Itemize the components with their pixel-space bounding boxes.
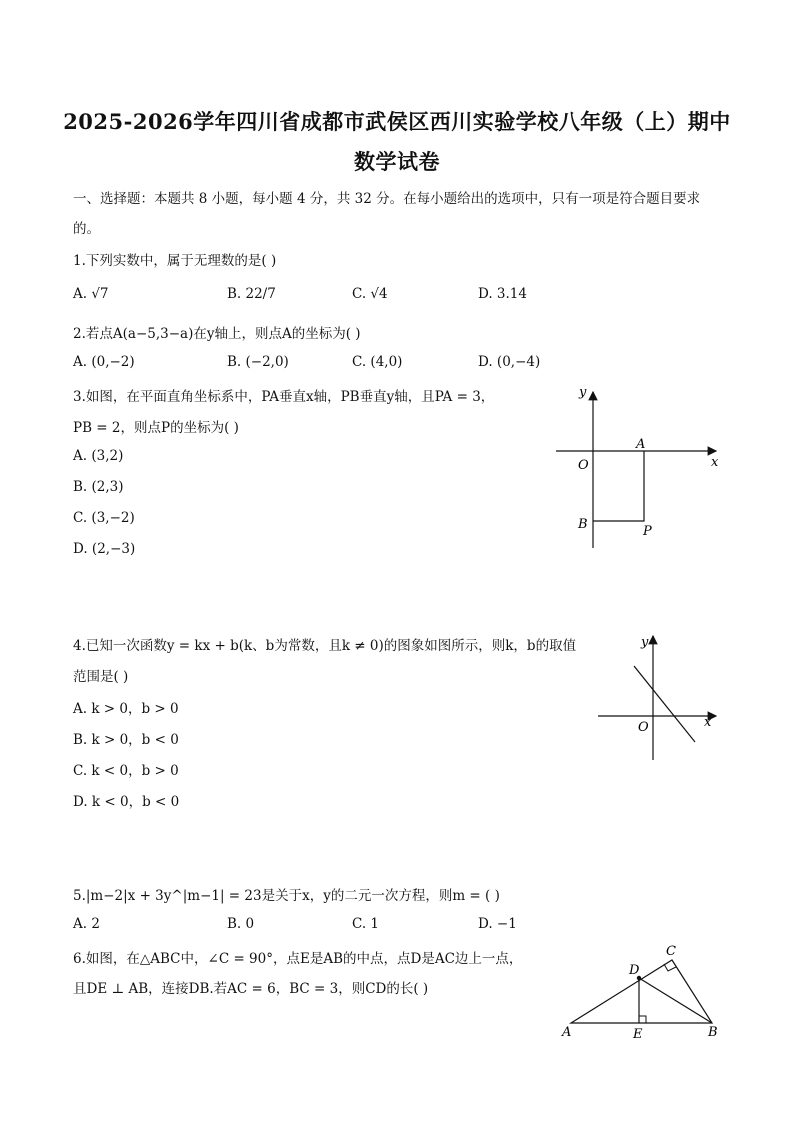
section-instructions-line1: 一、选择题：本题共 8 小题，每小题 4 分，共 32 分。在每小题给出的选项中，只有一项是符合题目要求 — [73, 191, 701, 207]
question-3-option-c: C. (3,−2) — [73, 510, 135, 526]
question-1-option-a: A. √7 — [73, 286, 109, 302]
question-4-stem-line1: 4.已知一次函数y = kx + b(k、b为常数，且k ≠ 0)的图象如图所示，则k，b的取值 — [73, 638, 577, 654]
q6-label-d: D — [629, 963, 640, 978]
question-4-option-b: B. k > 0，b < 0 — [73, 732, 179, 748]
question-6-stem-line1: 6.如图，在△ABC中，∠C = 90°，点E是AB的中点，点D是AC边上一点， — [73, 951, 523, 967]
q6-label-e: E — [633, 1027, 643, 1042]
question-1-option-c: C. √4 — [352, 286, 388, 302]
question-5-stem: 5.|m−2|x + 3y^|m−1| = 23是关于x，y的二元一次方程，则m = ( ) — [73, 888, 500, 904]
question-1-option-d: D. 3.14 — [478, 286, 527, 302]
question-6-stem-line2: 且DE ⊥ AB，连接DB.若AC = 6，BC = 3，则CD的长( ) — [73, 981, 429, 997]
q6-triangle-abc — [571, 960, 712, 1023]
question-2-option-a: A. (0,−2) — [73, 354, 135, 370]
q6-segment-db — [639, 978, 712, 1023]
q3-label-o: O — [578, 458, 589, 473]
question-3-stem-line2: PB = 2，则点P的坐标为( ) — [73, 420, 239, 436]
question-5-option-d: D. −1 — [478, 916, 517, 932]
question-6-figure — [556, 940, 726, 1045]
question-4-option-a: A. k > 0，b > 0 — [73, 701, 179, 717]
question-2-option-b: B. (−2,0) — [227, 354, 289, 370]
question-4-option-c: C. k < 0，b > 0 — [73, 763, 179, 779]
q6-label-c: C — [666, 944, 676, 959]
q3-rectangle-pa-pb — [593, 451, 644, 521]
question-4-stem-line2: 范围是( ) — [73, 669, 129, 685]
section-instructions-line2: 的。 — [73, 221, 100, 237]
q3-label-b: B — [578, 517, 588, 532]
q6-label-b: B — [708, 1025, 718, 1040]
question-5-option-b: B. 0 — [227, 916, 255, 932]
question-2-stem: 2.若点A(a−5,3−a)在y轴上，则点A的坐标为( ) — [73, 326, 361, 342]
q3-label-x: x — [711, 455, 719, 470]
question-1-stem: 1.下列实数中，属于无理数的是( ) — [73, 253, 277, 269]
q4-label-x: x — [704, 715, 712, 730]
question-2-option-d: D. (0,−4) — [478, 354, 541, 370]
exam-title-line2: 数学试卷 — [354, 149, 440, 174]
question-3-option-d: D. (2,−3) — [73, 541, 136, 557]
exam-title-line1: 2025-2026学年四川省成都市武侯区西川实验学校八年级（上）期中 — [63, 109, 731, 134]
question-3-option-b: B. (2,3) — [73, 479, 124, 495]
question-2-option-c: C. (4,0) — [352, 354, 403, 370]
q3-label-y: y — [579, 385, 587, 400]
question-3-stem-line1: 3.如图，在平面直角坐标系中，PA垂直x轴，PB垂直y轴，且PA = 3， — [73, 389, 495, 405]
question-1-option-b: B. 22/7 — [227, 286, 276, 302]
q6-right-angle-e — [639, 1016, 646, 1023]
question-3-option-a: A. (3,2) — [73, 448, 124, 464]
question-3-figure — [550, 380, 730, 555]
q6-right-angle-c — [664, 964, 676, 971]
q3-label-p: P — [643, 524, 652, 539]
question-4-figure — [592, 628, 732, 768]
question-5-option-a: A. 2 — [73, 916, 100, 932]
q4-label-o: O — [638, 720, 649, 735]
q4-label-y: y — [641, 635, 649, 650]
question-5-option-c: C. 1 — [352, 916, 380, 932]
question-4-option-d: D. k < 0，b < 0 — [73, 794, 180, 810]
q3-label-a: A — [636, 437, 646, 452]
q6-label-a: A — [562, 1025, 572, 1040]
